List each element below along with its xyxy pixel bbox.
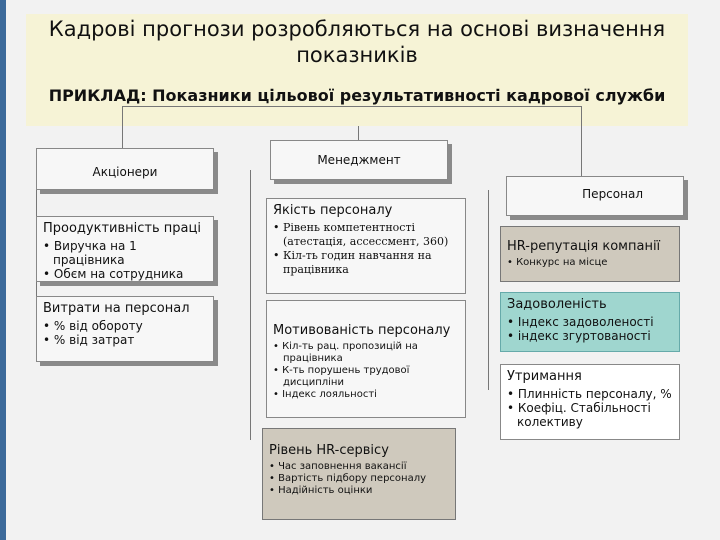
connector-top-horizontal: [122, 106, 582, 107]
shareholders-header: [36, 148, 214, 190]
reputation-box: [500, 226, 680, 282]
motivation-title: Мотивованість персоналу: [273, 323, 451, 338]
satisfaction-item: • індекс згуртованості: [507, 329, 673, 343]
satisfaction-item: • Індекс задоволеності: [507, 315, 673, 329]
retention-box: [500, 364, 680, 440]
motivation-item: • Кіл-ть рац. пропозицій на працівника: [273, 341, 459, 365]
costs-title: Витрати на персонал: [43, 301, 190, 316]
retention-item: • Плинність персоналу, %: [507, 387, 673, 401]
hr-service-item: • Вартість підбору персоналу: [269, 473, 449, 485]
retention-title: Утримання: [507, 369, 582, 384]
hr-service-item: • Час заповнення вакансії: [269, 461, 449, 473]
productivity-item: • Виручка на 1 працівника: [43, 239, 207, 267]
motivation-item: • Індекс лояльності: [273, 389, 459, 401]
motivation-box: [266, 300, 466, 418]
productivity-title: Проодуктивність праці: [43, 221, 201, 236]
quality-item: • Рівень компетентності (атестація, ассессмент, 360): [273, 221, 459, 249]
satisfaction-title: Задоволеність: [507, 297, 607, 312]
connector-management-spine: [250, 170, 251, 440]
quality-title: Якість персоналу: [273, 203, 393, 218]
hr-service-title: Рівень HR-сервісу: [269, 443, 389, 458]
staff-header: [506, 176, 684, 216]
staff-header-label: Персонал: [582, 187, 643, 201]
hr-service-box: [262, 428, 456, 520]
reputation-item: • Конкурс на місце: [507, 257, 673, 269]
reputation-title: HR-репутація компанії: [507, 239, 661, 254]
management-header: [270, 140, 448, 180]
productivity-box: [36, 216, 214, 282]
costs-item: • % від обороту: [43, 319, 207, 333]
shareholders-header-label: Акціонери: [92, 165, 158, 179]
costs-item: • % від затрат: [43, 333, 207, 347]
retention-item: • Коефіц. Стабільності колективу: [507, 401, 673, 429]
costs-box: [36, 296, 214, 362]
slide-title: Кадрові прогнози розробляються на основі визначення показників: [48, 17, 666, 67]
quality-box: [266, 198, 466, 294]
hr-service-item: • Надійність оцінки: [269, 485, 449, 497]
productivity-item: • Обєм на сотрудника: [43, 267, 207, 281]
quality-item: • Кіл-ть годин навчання на працівника: [273, 249, 459, 277]
connector-to-shareholders: [122, 106, 123, 150]
slide-subtitle: ПРИКЛАД: Показники цільової результативності кадрової служби: [48, 86, 666, 105]
connector-staff-spine: [488, 190, 489, 390]
management-header-label: Менеджмент: [317, 153, 401, 167]
satisfaction-box: [500, 292, 680, 352]
motivation-item: • К-ть порушень трудової дисципліни: [273, 365, 459, 389]
